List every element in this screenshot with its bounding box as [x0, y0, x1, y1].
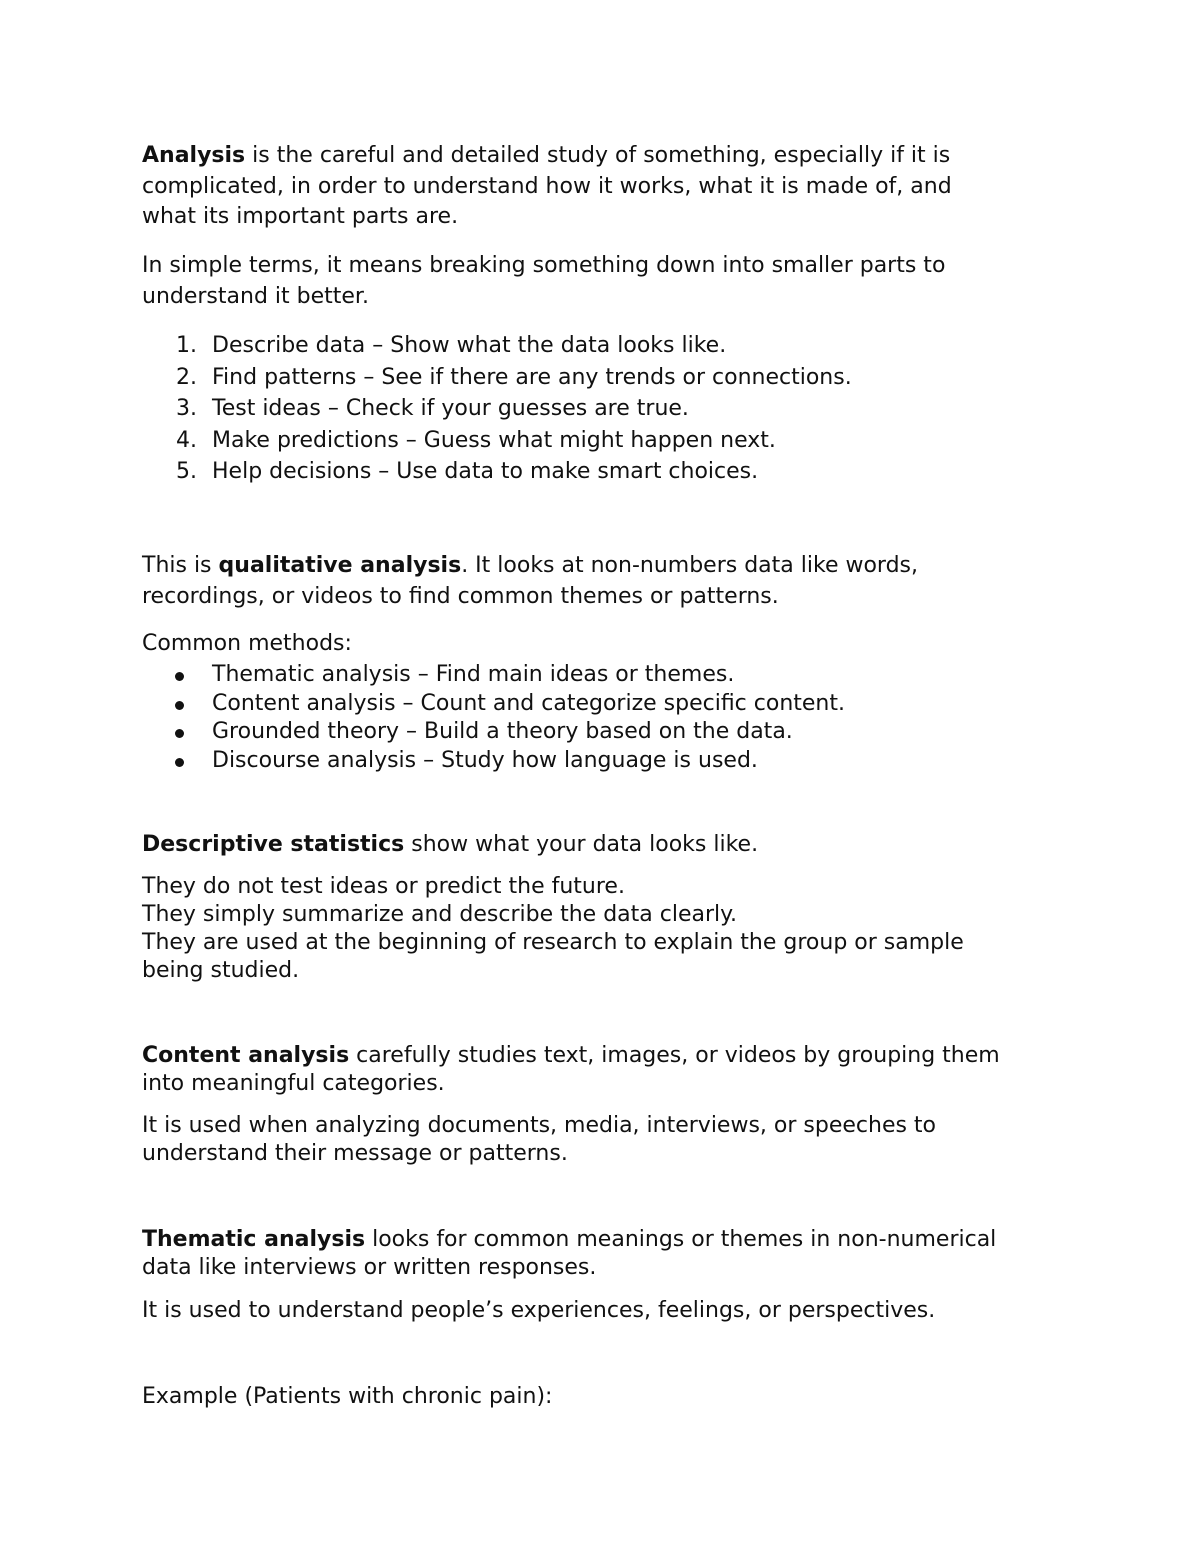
- list-item: [142, 393, 1082, 425]
- paragraph-thematic-analysis: [142, 1226, 1082, 1282]
- list-item: [142, 330, 1082, 362]
- text-line: They do not test ideas or predict the future.: [142, 874, 625, 899]
- list-item: [142, 747, 1082, 776]
- paragraph-descriptive-details: [142, 873, 1082, 985]
- text-fragment: carefully studies text, images, or videos by grouping them: [349, 1043, 1000, 1068]
- text-line: into meaningful categories.: [142, 1071, 445, 1096]
- methods-bullet-list: [142, 661, 1082, 775]
- list-item: [142, 690, 1082, 719]
- text-fragment: This is: [142, 553, 219, 578]
- list-number: 3.: [176, 396, 197, 421]
- term-thematic-analysis: Thematic analysis: [142, 1227, 366, 1252]
- list-item-text: Thematic analysis – Find main ideas or themes.: [212, 662, 735, 687]
- paragraph-descriptive-statistics: [142, 830, 1082, 861]
- list-item: [142, 661, 1082, 690]
- list-number: 5.: [176, 459, 197, 484]
- text-line: understand it better.: [142, 283, 369, 309]
- list-number: 2.: [176, 364, 197, 390]
- list-item-text: Content analysis – Count and categorize specific content.: [212, 690, 845, 716]
- paragraph-simple-terms: [142, 251, 1082, 312]
- paragraph-content-analysis-usage: [142, 1112, 1082, 1168]
- list-item-text: Find patterns – See if there are any trends or connections.: [212, 364, 852, 390]
- paragraph-content-analysis: [142, 1042, 1082, 1098]
- term-content-analysis: Content analysis: [142, 1043, 350, 1068]
- paragraph-analysis-definition: [142, 141, 1082, 233]
- bullet-icon: [175, 729, 184, 738]
- list-number: 1.: [176, 333, 197, 358]
- text-line: It is used when analyzing documents, media, interviews, or speeches to: [142, 1113, 937, 1138]
- bullet-icon: [175, 701, 184, 710]
- text-line: They simply summarize and describe the data clearly.: [142, 902, 737, 927]
- list-item-text: Discourse analysis – Study how language is used.: [212, 747, 758, 773]
- text-line: being studied.: [142, 958, 300, 983]
- text-fragment: looks for common meanings or themes in non-numerical: [365, 1227, 997, 1252]
- list-item-text: Describe data – Show what the data looks like.: [212, 333, 727, 358]
- text-line: data like interviews or written responses.: [142, 1255, 597, 1280]
- list-number: 4.: [176, 427, 197, 453]
- list-item-text: Grounded theory – Build a theory based on the data.: [212, 719, 793, 744]
- list-item: [142, 718, 1082, 747]
- text-line: is the careful and detailed study of something, especially if it is: [245, 143, 951, 168]
- paragraph-qualitative-analysis: [142, 551, 1082, 612]
- term-analysis: Analysis: [142, 143, 246, 168]
- text-line: They are used at the beginning of research to explain the group or sample: [142, 930, 964, 955]
- text-fragment: show what your data looks like.: [404, 832, 759, 857]
- list-item: [142, 425, 1082, 457]
- list-item-text: Test ideas – Check if your guesses are true.: [212, 396, 689, 421]
- paragraph-example-heading: [142, 1382, 1082, 1413]
- list-item-text: Help decisions – Use data to make smart choices.: [212, 459, 759, 484]
- methods-heading: Common methods:: [142, 631, 352, 656]
- text-line: Example (Patients with chronic pain):: [142, 1384, 553, 1409]
- numbered-list: [142, 330, 1082, 488]
- text-line: what its important parts are.: [142, 204, 459, 229]
- list-item: [142, 456, 1082, 488]
- text-fragment: . It looks at non-numbers data like words,: [461, 553, 918, 578]
- text-line: complicated, in order to understand how it works, what it is made of, and: [142, 173, 952, 199]
- term-descriptive-statistics: Descriptive statistics: [142, 832, 405, 857]
- term-qualitative-analysis: qualitative analysis: [218, 553, 462, 578]
- paragraph-thematic-usage: [142, 1296, 1082, 1327]
- text-line: It is used to understand people’s experiences, feelings, or perspectives.: [142, 1298, 936, 1323]
- list-item: [142, 362, 1082, 394]
- bullet-icon: [175, 672, 184, 681]
- text-line: In simple terms, it means breaking something down into smaller parts to: [142, 253, 946, 278]
- text-line: understand their message or patterns.: [142, 1141, 568, 1166]
- bullet-icon: [175, 758, 184, 767]
- list-item-text: Make predictions – Guess what might happen next.: [212, 427, 776, 453]
- text-line: recordings, or videos to find common themes or patterns.: [142, 583, 779, 609]
